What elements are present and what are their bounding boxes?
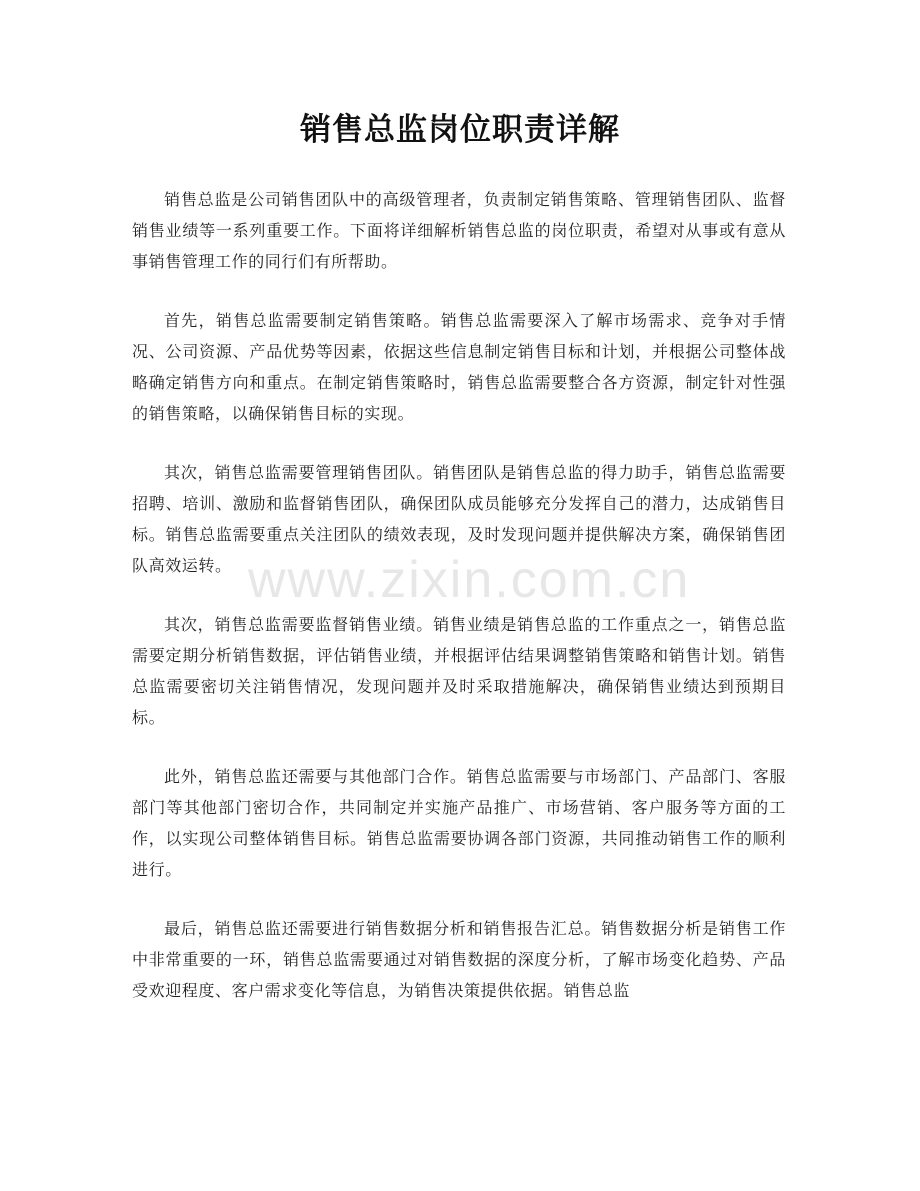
document-title: 销售总监岗位职责详解: [300, 112, 620, 148]
paragraph-cross-department: 此外，销售总监还需要与其他部门合作。销售总监需要与市场部门、产品部门、客服部门等其他部门密切合作，共同制定并实施产品推广、市场营销、客户服务等方面的工作，以实现公司整体销售目标。销售总监需要协调各部门资源，共同推动销售工作的顺利进行。: [132, 767, 786, 879]
paragraph-sales-strategy: 首先，销售总监需要制定销售策略。销售总监需要深入了解市场需求、竞争对手情况、公司资源、产品优势等因素，依据这些信息制定销售目标和计划，并根据公司整体战略确定销售方向和重点。在制定销售策略时，销售总监需要整合各方资源，制定针对性强的销售策略，以确保销售目标的实现。: [132, 311, 786, 423]
paragraph-team-management: 其次，销售总监需要管理销售团队。销售团队是销售总监的得力助手，销售总监需要招聘、培训、激励和监督销售团队，确保团队成员能够充分发挥自己的潜力，达成销售目标。销售总监需要重点关注团队的绩效表现，及时发现问题并提供解决方案，确保销售团队高效运转。: [132, 463, 786, 575]
paragraph-intro: 销售总监是公司销售团队中的高级管理者，负责制定销售策略、管理销售团队、监督销售业绩等一系列重要工作。下面将详细解析销售总监的岗位职责，希望对从事或有意从事销售管理工作的同行们有所帮助。: [132, 190, 786, 271]
paragraph-data-analysis: 最后，销售总监还需要进行销售数据分析和销售报告汇总。销售数据分析是销售工作中非常重要的一环，销售总监需要通过对销售数据的深度分析，了解市场变化趋势、产品受欢迎程度、客户需求变化等信息，为销售决策提供依据。销售总监: [132, 919, 786, 1000]
document-body: [132, 184, 786, 1034]
paragraph-performance-monitoring: 其次，销售总监需要监督销售业绩。销售业绩是销售总监的工作重点之一，销售总监需要定期分析销售数据，评估销售业绩，并根据评估结果调整销售策略和销售计划。销售总监需要密切关注销售情况，发现问题并及时采取措施解决，确保销售业绩达到预期目标。: [132, 615, 786, 727]
watermark: www.zixin.com.cn: [248, 551, 691, 609]
